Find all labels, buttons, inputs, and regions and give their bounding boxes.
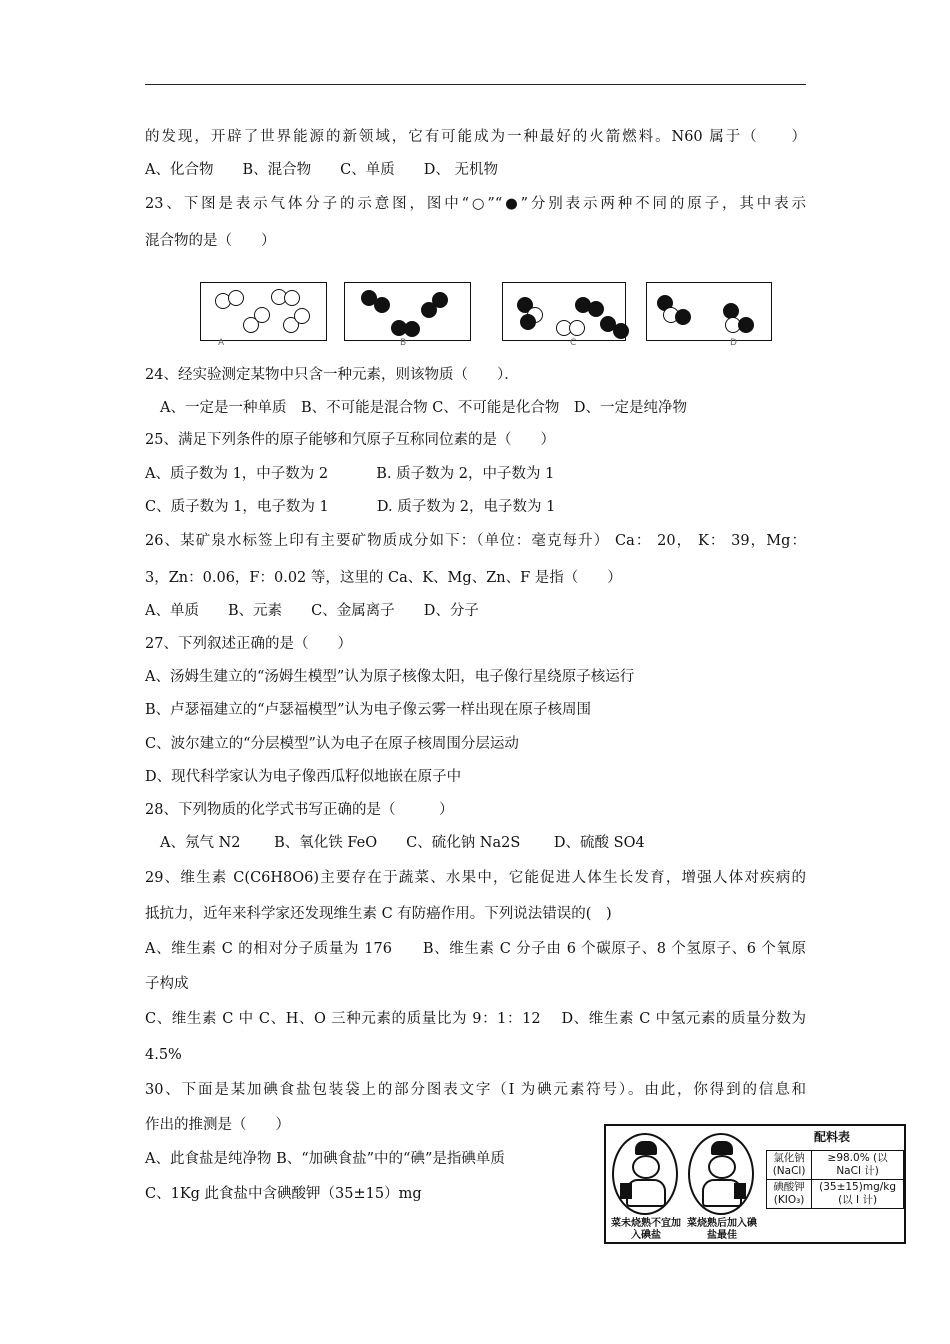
ingredient-name: 碘酸钾(KIO₃): [767, 1180, 812, 1209]
text-line: A、维生素 C 的相对分子质量为 176 B、维生素 C 分子由 6 个碳原子、8 个氢原子、6 个氧原: [145, 941, 806, 957]
salt-package-label: [604, 1124, 906, 1244]
text-line: 抵抗力，近年来科学家还发现维生素 C 有防癌作用。下列说法错误的( ): [145, 906, 612, 922]
text-line: D、现代科学家认为电子像西瓜籽似地嵌在原子中: [145, 769, 462, 785]
diagram-box-b: [344, 282, 471, 341]
text-line: A、单质 B、元素 C、金属离子 D、分子: [145, 603, 479, 619]
text-line: B、卢瑟福建立的“卢瑟福模型”认为电子像云雾一样出现在原子核周围: [145, 702, 591, 718]
text-line: A、此食盐是纯净物 B、“加碘食盐”中的“碘”是指碘单质: [145, 1151, 505, 1167]
text-line: C、波尔建立的“分层模型”认为电子在原子核周围分层运动: [145, 736, 519, 752]
diagram-label: A: [218, 338, 225, 348]
text-line: C、质子数为 1，电子数为 1 D. 质子数为 2，电子数为 1: [145, 499, 556, 515]
ingredient-value: (35±15)mg/kg (以 I 计): [812, 1180, 904, 1209]
text-line: C、维生素 C 中 C、H、O 三种元素的质量比为 9：1：12 D、维生素 C 中氢元素的质量分数为: [145, 1011, 806, 1027]
chef-illustration: [688, 1133, 754, 1215]
text-line: 25、满足下列条件的原子能够和氕原子互称同位素的是（ ）: [145, 432, 555, 448]
text-line: 28、下列物质的化学式书写正确的是（ ）: [145, 802, 454, 818]
chef-illustration: [612, 1133, 678, 1215]
text-line: 4.5%: [145, 1047, 182, 1063]
diagram-box-a: [200, 282, 327, 341]
text-line: 26、某矿泉水标签上印有主要矿物质成分如下：（单位：毫克每升） Ca： 20， K： 39，Mg：: [145, 533, 806, 549]
text-line: 24、经实验测定某物中只含一种元素，则该物质（ ）．: [145, 367, 519, 383]
chef-caption: 菜未烧熟不宜加入碘盐: [611, 1218, 681, 1241]
ingredients-title: 配料表: [814, 1130, 851, 1144]
diagram-label: B: [400, 338, 407, 348]
text-line: 27、下列叙述正确的是（ ）: [145, 636, 352, 652]
text-line: 3，Zn：0.06，F：0.02 等，这里的 Ca、K、Mg、Zn、F 是指（ ）: [145, 570, 622, 586]
ingredients-table: [766, 1150, 904, 1209]
text-line: 作出的推测是（ ）: [145, 1117, 290, 1133]
text-line: A、汤姆生建立的“汤姆生模型”认为原子核像太阳，电子像行星绕原子核运行: [145, 669, 635, 685]
header-rule: [145, 84, 806, 85]
text-line: A、一定是一种单质 B、不可能是混合物 C、不可能是化合物 D、一定是纯净物: [160, 400, 687, 416]
molecule-diagram: [200, 282, 772, 348]
text-line: C、1Kg 此食盐中含碘酸钾（35±15）mg: [145, 1186, 422, 1202]
diagram-box-d: [646, 282, 772, 341]
diagram-box-c: [502, 282, 626, 341]
text-line: A、化合物 B、混合物 C、单质 D、 无机物: [145, 162, 498, 178]
text-line: A、质子数为 1，中子数为 2 B. 质子数为 2，中子数为 1: [145, 466, 555, 482]
diagram-label: C: [570, 338, 577, 348]
diagram-label: D: [730, 338, 737, 348]
text-line: 子构成: [145, 976, 189, 992]
text-line: 23、下图是表示气体分子的示意图，图中“○”“●”分别表示两种不同的原子，其中表示: [145, 196, 806, 212]
text-line: 的发现，开辟了世界能源的新领域，它有可能成为一种最好的火箭燃料。N60 属于（ ）: [145, 129, 806, 145]
ingredient-name: 氯化钠(NaCl): [767, 1151, 812, 1180]
text-line: 29、维生素 C(C6H8O6)主要存在于蔬菜、水果中，它能促进人体生长发育，增强人体对疾病的: [145, 870, 806, 886]
ingredient-value: ≥98.0% (以 NaCl 计): [812, 1151, 904, 1180]
text-line: A、氖气 N2 B、氧化铁 FeO C、硫化钠 Na2S D、硫酸 SO4: [160, 835, 645, 851]
text-line: 混合物的是（ ）: [145, 233, 276, 249]
chef-caption: 菜烧熟后加入碘盐最佳: [687, 1218, 757, 1241]
text-line: 30、下面是某加碘食盐包装袋上的部分图表文字（I 为碘元素符号）。由此，你得到的信息和: [145, 1082, 806, 1098]
